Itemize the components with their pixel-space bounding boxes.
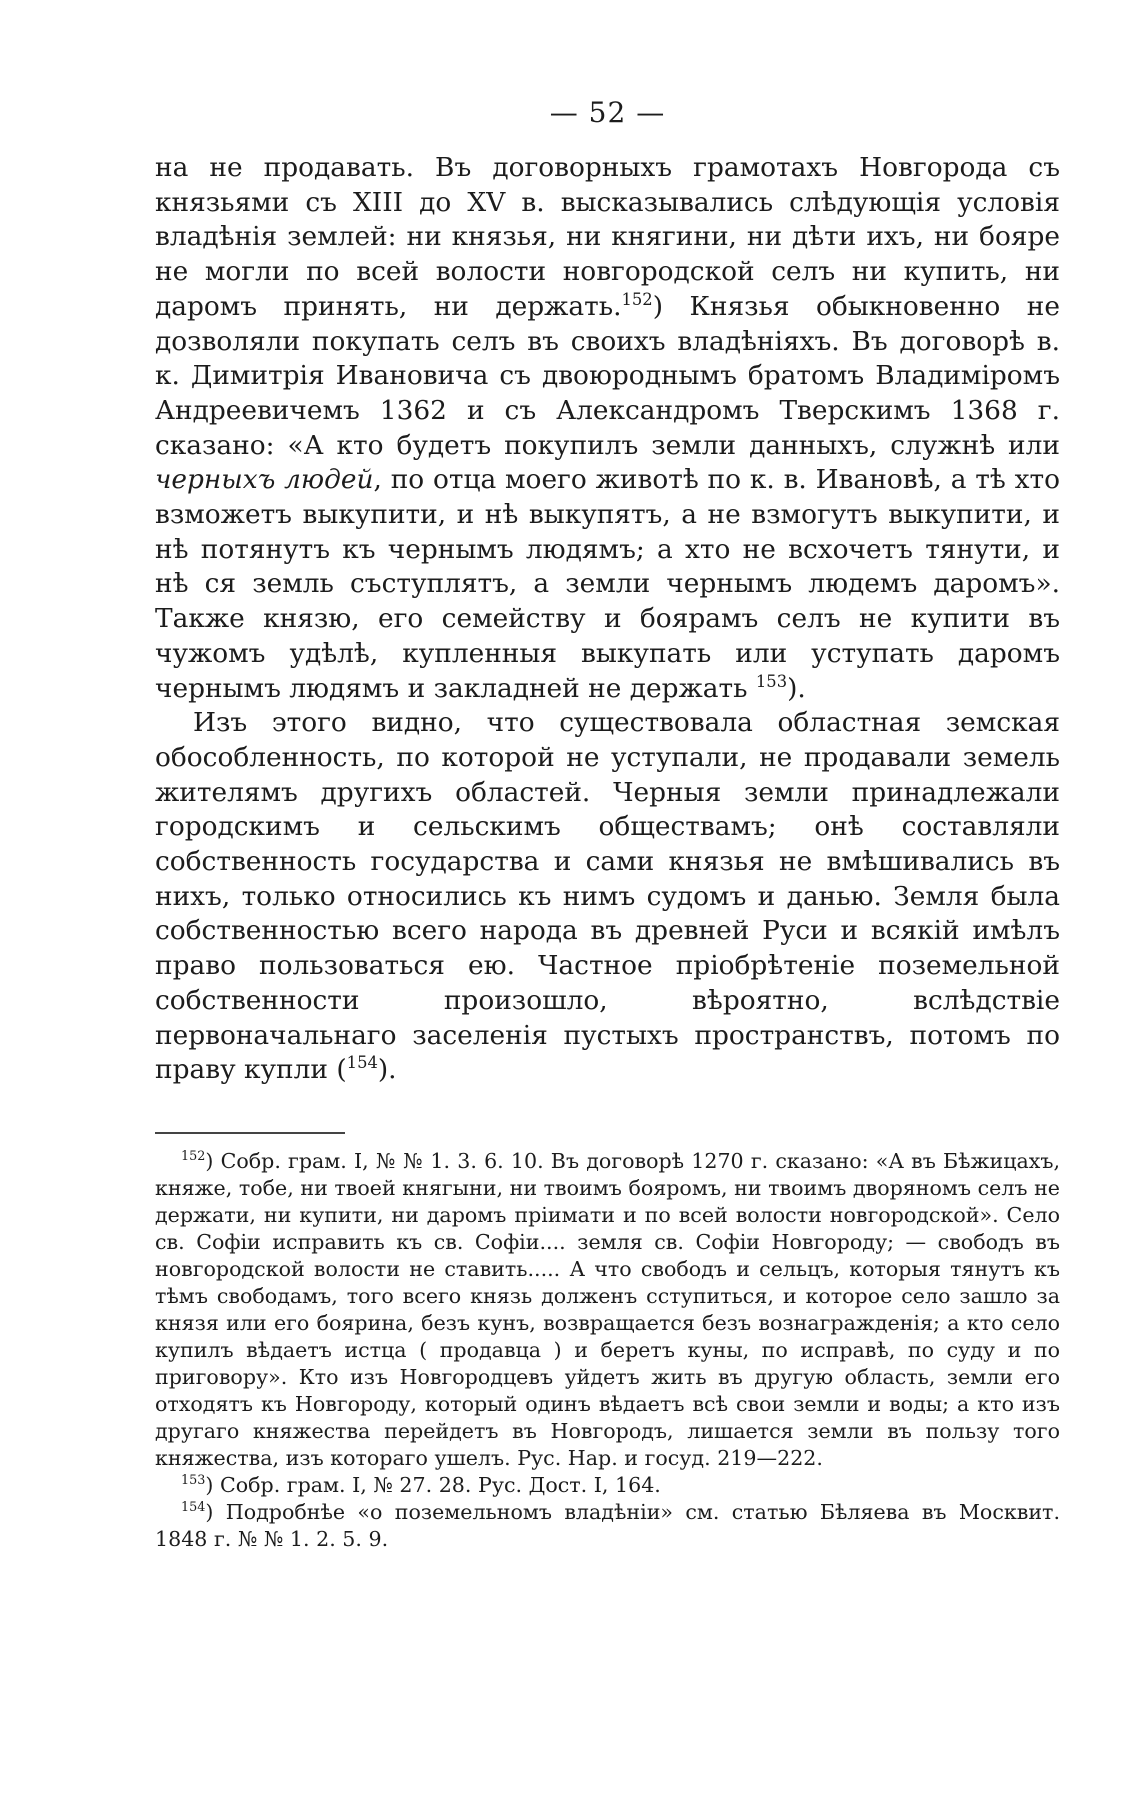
footnotes	[155, 1148, 1060, 1553]
paragraph-1-text-a: на не продавать. Въ договорныхъ грамотахъ Новгорода съ князьями съ XIII до XV в. высказывались слѣдующія условія владѣнія землей: ни князья, ни княгини, ни дѣти ихъ, ни бояре не могли по всей волости новгородской селъ ни купить, ни даромъ принять, ни держать.	[155, 152, 1060, 322]
paragraph-1-text-d: ).	[787, 672, 806, 704]
footnote-154	[155, 1499, 1060, 1553]
paragraph-2-text-a: Изъ этого видно, что существовала областная земская обособленность, по которой не уступали, не продавали земель жителямъ другихъ областей. Черныя земли принадлежали городскимъ и сельскимъ обществамъ; онѣ составляли собственность государства и сами князья не вмѣшивались въ нихъ, только относились къ нимъ судомъ и данью. Земля была собственностью всего народа въ древней Руси и всякій имѣлъ право пользоваться ею. Частное пріобрѣтеніе поземельной собственности произошло, вѣроятно, вслѣдствіе первоначальнаго заселенія пустыхъ пространствъ, потомъ по праву купли (	[155, 707, 1060, 1086]
footnote-marker: 154	[181, 1500, 206, 1516]
footnote-marker: 153	[181, 1473, 206, 1489]
footnote-text: ) Собр. грам. I, № 27. 28. Рус. Дост. I, 164.	[205, 1472, 661, 1497]
paragraph-2-text-b: ).	[377, 1054, 397, 1086]
footnote-divider	[155, 1132, 345, 1134]
footnote-152	[155, 1148, 1060, 1472]
paragraph-1-text-c: , по отца моего животѣ по к. в. Ивановѣ, а тѣ хто взможетъ выкупити, и нѣ выкупятъ, а не взмогутъ выкупити, и нѣ потянутъ къ чернымъ людямъ; а хто не всхочетъ тянути, и нѣ ся земль съступлятъ, а земли чернымъ людемъ даромъ». Также князю, его семейству и боярамъ селъ не купити въ чужомъ удѣлѣ, купленныя выкупать или уступать даромъ чернымъ людямъ и закладней не держать	[155, 464, 1060, 704]
paragraph-1	[155, 151, 1060, 706]
footnote-ref-154[interactable]: 154	[346, 1053, 378, 1073]
footnote-text: ) Собр. грам. I, № № 1. 3. 6. 10. Въ договорѣ 1270 г. сказано: «А въ Бѣжицахъ, княже, тобе, ни твоей княгыни, ни твоимъ бояромъ, ни твоимъ дворяномъ селъ не держати, ни купити, ни даромъ пріимати и по всей волости новгородской». Село св. Софіи исправить къ св. Софіи.... земля св. Софіи Новгороду; — свободъ въ новгородской волости не ставить..... А что свободъ и сельцъ, которыя тянутъ къ тѣмъ свободамъ, того всего князь долженъ сступиться, и которое село зашло за князя или его боярина, безъ кунъ, возвращается безъ вознагражденія; а кто село купилъ вѣдаетъ истца ( продавца ) и беретъ куны, по исправѣ, по суду и по приговору». Кто изъ Новгородцевъ уйдетъ жить въ другую область, земли его отходятъ къ Новгороду, который одинъ вѣдаетъ всѣ свои земли и воды; а кто изъ другаго княжества перейдетъ въ Новгородъ, лишается земли въ пользу того княжества, изъ котораго ушелъ. Рус. Нар. и госуд. 219—222.	[155, 1148, 1060, 1470]
paragraph-1-text-b: ) Князья обыкновенно не дозволяли покупать селъ въ своихъ владѣніяхъ. Въ договорѣ в. к. Димитрія Ивановича съ двоюроднымъ братомъ Владиміромъ Андреевичемъ 1362 и съ Александромъ Тверскимъ 1368 г. сказано: «А кто будетъ покупилъ земли данныхъ, служнѣ или	[155, 290, 1060, 461]
footnote-text: ) Подробнѣе «о поземельномъ владѣніи» см. статью Бѣляева въ Москвит. 1848 г. № № 1. 2. 5. 9.	[155, 1499, 1060, 1551]
main-text	[155, 151, 1060, 1088]
footnote-153	[155, 1472, 1060, 1499]
paragraph-2	[155, 706, 1060, 1088]
footnote-ref-153[interactable]: 153	[755, 671, 788, 691]
book-page	[155, 96, 1060, 1553]
page-number: — 52 —	[549, 96, 666, 129]
footnote-marker: 152	[181, 1149, 206, 1165]
footnote-ref-152[interactable]: 152	[621, 290, 653, 310]
italic-phrase: черныхъ людей	[155, 464, 374, 496]
